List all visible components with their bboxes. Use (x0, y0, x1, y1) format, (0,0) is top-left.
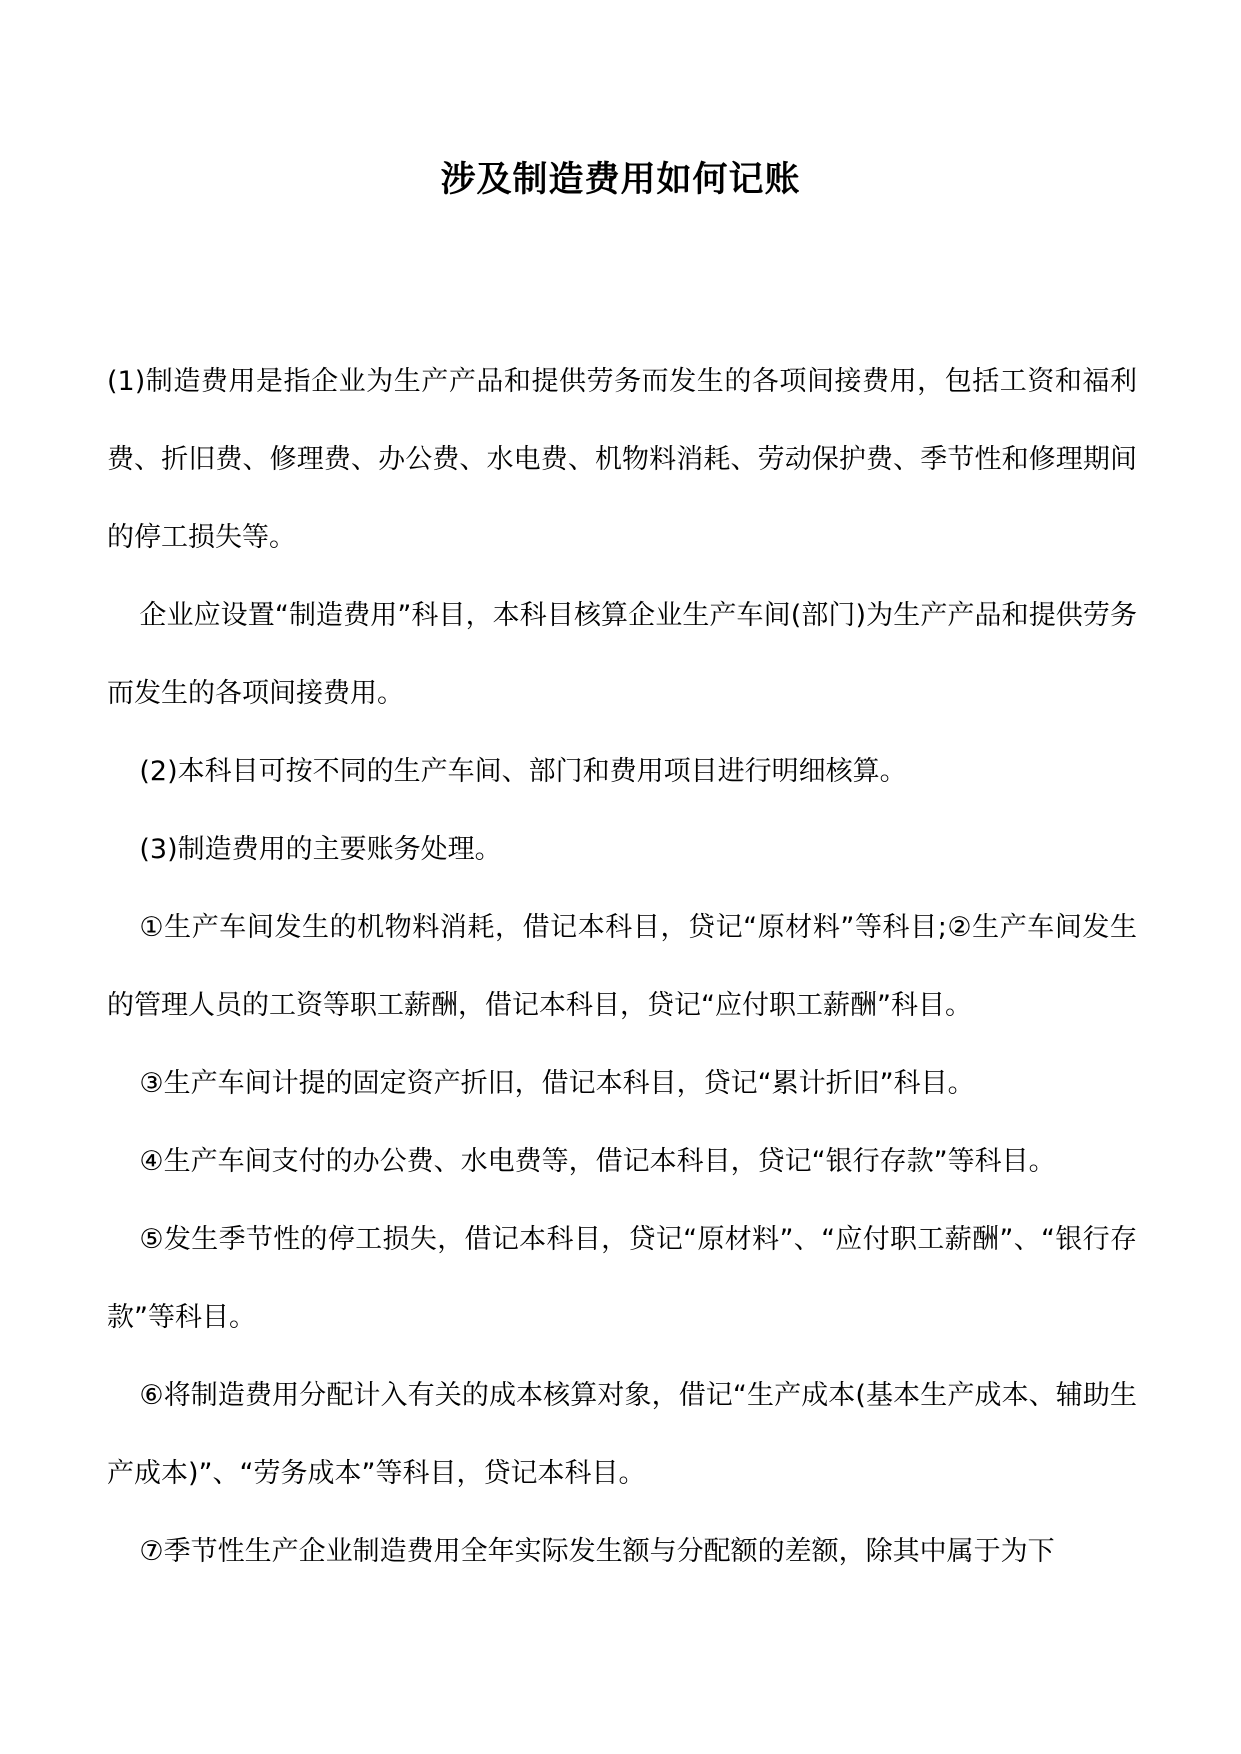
paragraph-8: ⑤发生季节性的停工损失，借记本科目，贷记“原材料”、“应付职工薪酬”、“银行存款”等科目。 (107, 1224, 1137, 1333)
paragraph-10: ⑦季节性生产企业制造费用全年实际发生额与分配额的差额，除其中属于为下 (139, 1536, 1055, 1567)
paragraph-6: ③生产车间计提的固定资产折旧，借记本科目，贷记“累计折旧”科目。 (139, 1068, 975, 1099)
paragraph-2: 企业应设置“制造费用”科目，本科目核算企业生产车间(部门)为生产产品和提供劳务而发生的各项间接费用。 (107, 600, 1137, 709)
paragraph-1: (1)制造费用是指企业为生产产品和提供劳务而发生的各项间接费用，包括工资和福利费、折旧费、修理费、办公费、水电费、机物料消耗、劳动保护费、季节性和修理期间的停工损失等。 (107, 366, 1137, 553)
paragraph-7: ④生产车间支付的办公费、水电费等，借记本科目，贷记“银行存款”等科目。 (139, 1146, 1056, 1177)
paragraph-5: ①生产车间发生的机物料消耗，借记本科目，贷记“原材料”等科目;②生产车间发生的管理人员的工资等职工薪酬，借记本科目，贷记“应付职工薪酬”科目。 (107, 912, 1137, 1021)
document-body (107, 343, 1137, 1591)
paragraph-9: ⑥将制造费用分配计入有关的成本核算对象，借记“生产成本(基本生产成本、辅助生产成本)”、“劳务成本”等科目，贷记本科目。 (107, 1380, 1137, 1489)
paragraph-4: (3)制造费用的主要账务处理。 (139, 834, 502, 865)
paragraph-3: (2)本科目可按不同的生产车间、部门和费用项目进行明细核算。 (139, 756, 907, 787)
document-title: 涉及制造费用如何记账 (440, 160, 801, 200)
